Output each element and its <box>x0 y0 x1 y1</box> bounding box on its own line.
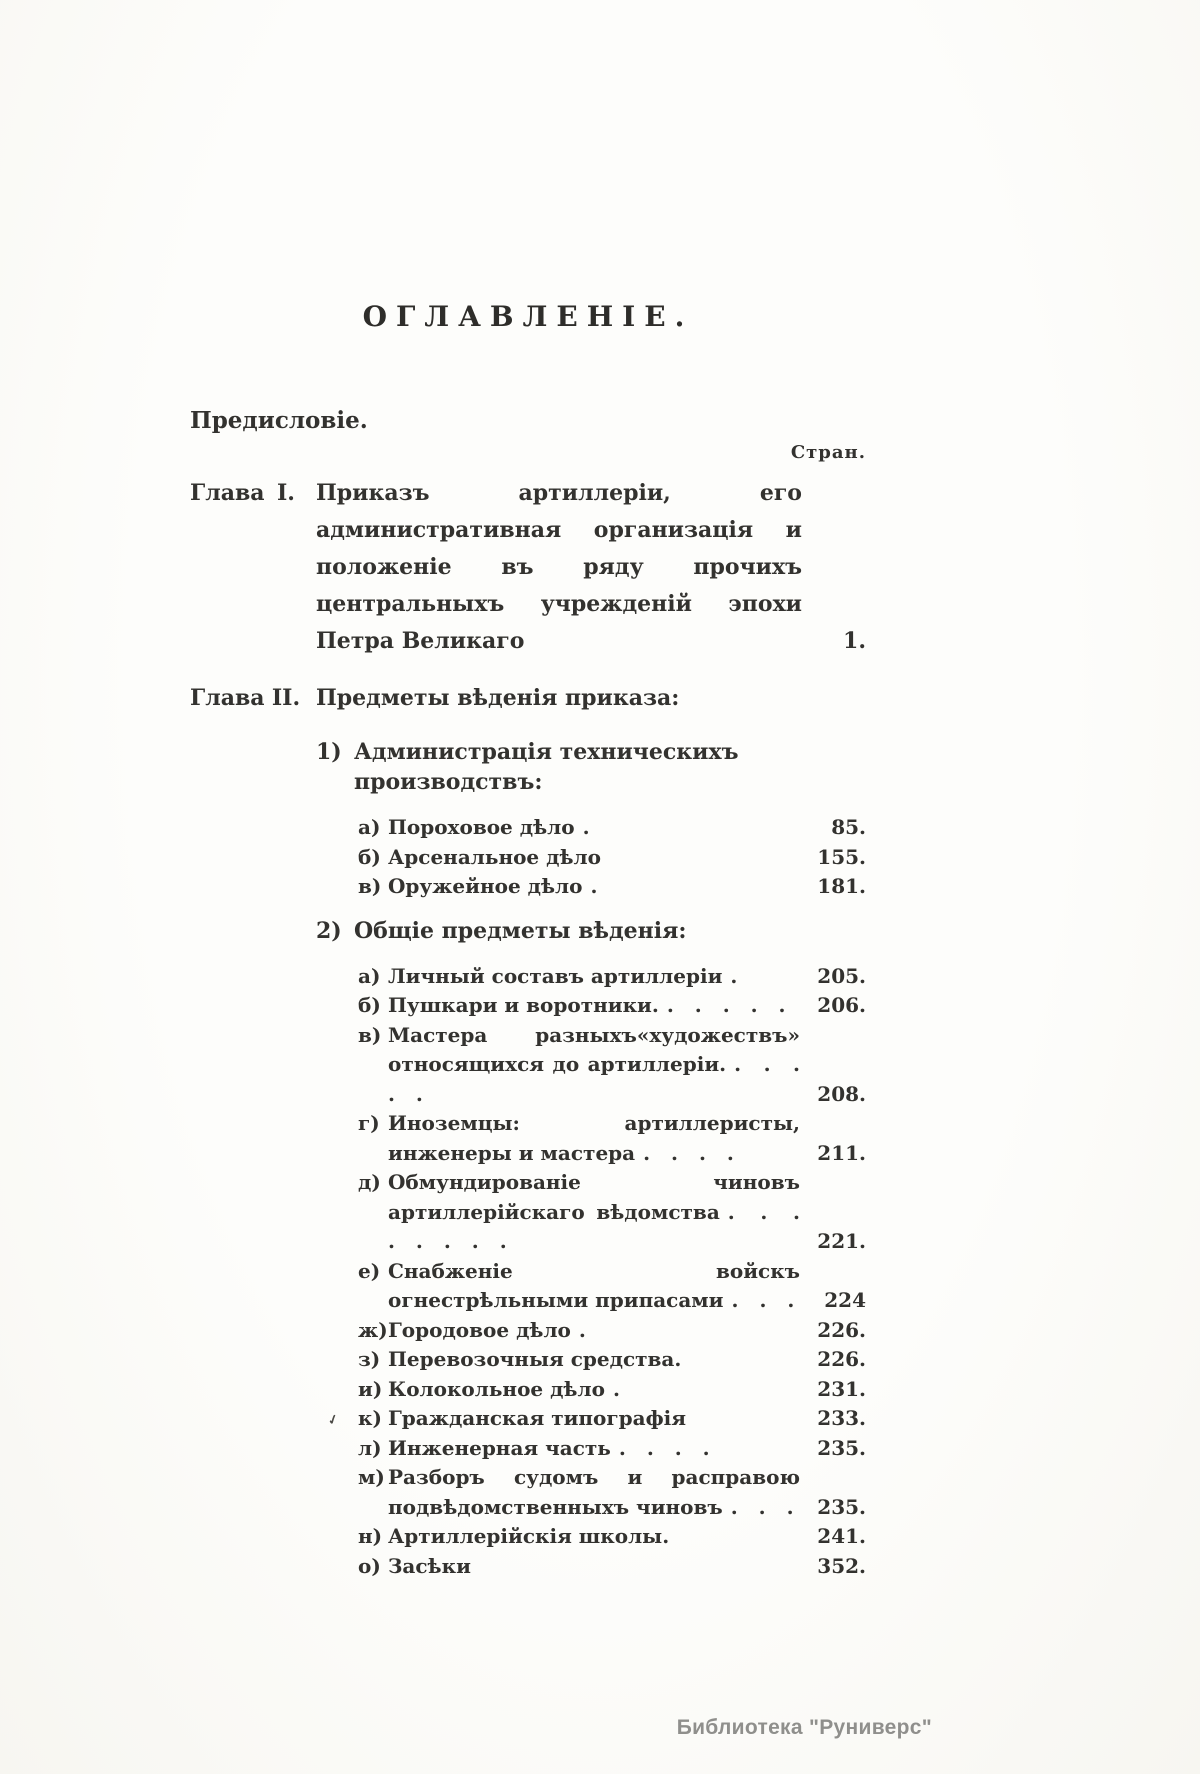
item-letter: б) <box>358 993 381 1017</box>
item-letter: д) <box>358 1170 381 1194</box>
leader-dots: . <box>578 1317 586 1342</box>
item-page-number: 181. <box>817 874 866 898</box>
toc-item <box>358 1345 866 1375</box>
item-page-number: 221. <box>817 1229 866 1253</box>
item-page-number: 235. <box>817 1494 866 1519</box>
item-letter: м) <box>358 1465 385 1489</box>
item-text: Иноземцы: артиллеристы, инженеры и мастера . . . . <box>388 1111 800 1165</box>
toc-item <box>358 843 866 873</box>
item-page-number: 226. <box>817 1347 866 1371</box>
item-text: Разборъ судомъ и расправою подвѣдомственныхъ чиновъ . . . <box>388 1465 800 1519</box>
item-letter: б) <box>358 844 381 869</box>
item-page-number: 241. <box>817 1524 866 1548</box>
chapter-entry <box>190 680 866 717</box>
item-text: Засѣки <box>388 1553 471 1578</box>
leader-dots: . . . <box>731 1288 795 1312</box>
toc-item <box>358 1522 866 1552</box>
section-header <box>316 916 866 946</box>
item-page-number: 208. <box>817 1081 866 1106</box>
item-letter: е) <box>358 1258 381 1283</box>
item-text: Личный составъ артиллеріи . <box>388 963 738 988</box>
item-text: Снабженіе войскъ огнестрѣльными припасами . . . <box>388 1258 800 1312</box>
toc-item <box>358 991 866 1021</box>
item-page-number: 226. <box>817 1317 866 1342</box>
item-letter: о) <box>358 1553 381 1578</box>
toc-item <box>358 1021 866 1110</box>
item-text: Пушкари и воротники. . . . . . <box>388 993 786 1017</box>
item-text: Перевозочныя средства. <box>388 1347 682 1371</box>
library-watermark: Библиотека "Руниверс" <box>676 1716 932 1739</box>
toc-item <box>358 1434 866 1464</box>
item-text: Городовое дѣло . <box>388 1317 586 1342</box>
item-page-number: 206. <box>817 993 866 1017</box>
item-text: Артиллерійскія школы. <box>388 1524 670 1548</box>
section-header <box>316 737 866 797</box>
pages-column-header: Стран. <box>790 442 866 463</box>
leader-dots: . . . . <box>618 1435 710 1460</box>
toc-item <box>358 1552 866 1582</box>
leader-dots: . <box>730 963 738 988</box>
toc-item <box>358 1257 866 1316</box>
leader-dots: . . . . . <box>388 1052 800 1106</box>
chapter-entry <box>190 475 866 660</box>
item-text: Инженерная часть . . . . <box>388 1435 710 1460</box>
item-letter: в) <box>358 874 382 898</box>
section-items <box>358 813 866 902</box>
section-items <box>325 962 866 1582</box>
chapter-label: Глава <box>190 685 265 711</box>
item-page-number: 224 <box>824 1288 866 1312</box>
leader-dots: . <box>612 1376 620 1401</box>
toc-item <box>358 1463 866 1522</box>
item-page-number: 155. <box>817 844 866 869</box>
leader-dots: . <box>590 874 598 898</box>
item-text: Колокольное дѣло . <box>388 1376 620 1401</box>
item-letter: ж) <box>358 1317 388 1342</box>
item-text: Арсенальное дѣло <box>388 844 601 869</box>
leader-dots: . . . . <box>643 1140 734 1165</box>
toc-item <box>358 1375 866 1405</box>
item-text: Пороховое дѣло . <box>388 815 590 839</box>
item-text: Мастера разныхъ«художествъ» относящихся до артиллеріи. . . . . . <box>388 1022 800 1106</box>
toc-item <box>325 1404 866 1434</box>
item-page-number: 211. <box>817 1140 866 1165</box>
item-letter: а) <box>358 815 381 839</box>
chapter-page-number: 1. <box>843 628 866 654</box>
leader-dots: . . . . . <box>666 993 786 1017</box>
chapter-numeral: II. <box>271 685 301 711</box>
toc-item <box>358 872 866 902</box>
item-text: Гражданская типографія <box>388 1406 687 1430</box>
item-page-number: 352. <box>817 1553 866 1578</box>
leader-dots: . <box>582 815 590 839</box>
item-letter: л) <box>358 1435 382 1460</box>
item-letter: в) <box>358 1022 382 1047</box>
section-title: Общіе предметы вѣденія: <box>354 917 687 944</box>
chapter-label: Глава <box>190 480 265 506</box>
leader-dots: . . . <box>730 1494 794 1519</box>
item-letter: г) <box>358 1111 380 1135</box>
item-letter: а) <box>358 963 381 988</box>
item-page-number: 205. <box>817 963 866 988</box>
book-page-content <box>190 300 866 1581</box>
page-title: ОГЛАВЛЕНІЕ. <box>362 300 694 333</box>
chapter-numeral: I. <box>277 480 295 506</box>
chapter-text: Предметы вѣденія приказа: <box>316 685 680 711</box>
item-letter: к) ✓ <box>358 1404 388 1434</box>
item-page-number: 233. <box>817 1406 866 1430</box>
leader-dots: . . . . . . . . <box>388 1199 800 1253</box>
toc-item <box>358 813 866 843</box>
table-of-contents <box>190 475 866 1581</box>
item-text: Оружейное дѣло . <box>388 874 598 898</box>
item-letter: з) <box>358 1347 381 1371</box>
toc-item <box>358 1109 866 1168</box>
item-page-number: 235. <box>817 1435 866 1460</box>
preface-heading: Предисловіе. <box>190 407 368 434</box>
item-page-number: 231. <box>817 1376 866 1401</box>
toc-item <box>358 1316 866 1346</box>
margin-check-mark: ✓ <box>325 1411 341 1430</box>
toc-item <box>358 1168 866 1257</box>
item-text: Обмундированіе чиновъ артиллерійскаго вѣдомства . . . . . . . . <box>388 1170 800 1253</box>
item-page-number: 85. <box>831 815 866 839</box>
chapter-text: Приказъ артиллеріи, его административная организація и положеніе въ ряду прочихъ центральныхъ учрежденій эпохи Петра Великаго <box>316 480 802 654</box>
item-letter: н) <box>358 1524 383 1548</box>
section-number: 2) <box>316 917 342 944</box>
toc-item <box>358 962 866 992</box>
section-number: 1) <box>316 739 342 765</box>
item-letter: и) <box>358 1376 383 1401</box>
section-title: Администрація техническихъ производствъ: <box>354 739 739 795</box>
